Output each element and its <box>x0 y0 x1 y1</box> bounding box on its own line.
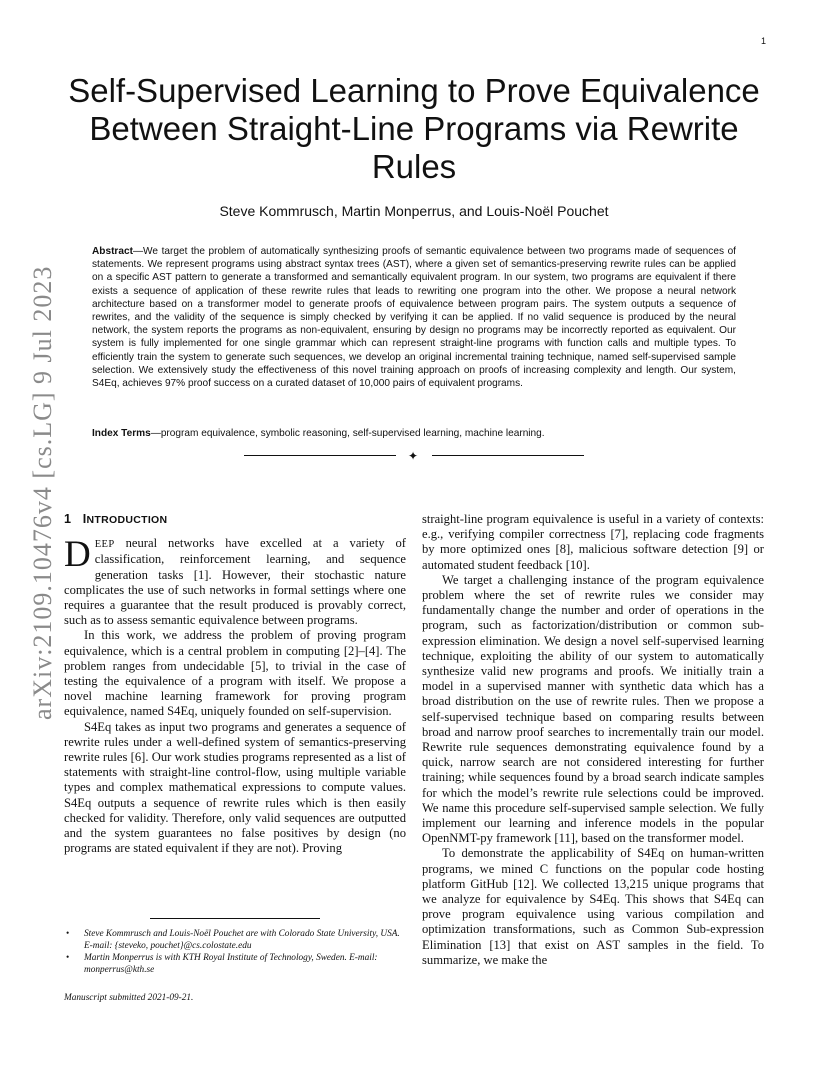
footnotes <box>64 928 406 1004</box>
left-column <box>64 512 406 856</box>
section-heading-introduction <box>64 512 406 528</box>
lead-word: EEP <box>94 539 115 551</box>
intro-paragraph-5: We target a challenging instance of the program equivalence problem where the set of rewrite rules we consider may fundamentally change the number and order of operations in the program, such as factorization/distribution or common sub-expression elimination. We design a novel self-supervised learning technique, exploiting the ability of our system to automatically synthesize valid new programs and proofs. We initially train a model in a supervised manner with synthetic data which has a broad distribution on the use of rewrite rules. Then we propose a self-supervised technique based on comparing results between broad and narrow proof searches to incrementally train our model. Rewrite rule sequences demonstrating equivalence found by a quick, narrow search are not considered interesting for further training; while sequences found by a broad search indicate samples for which the model’s rewrite rule selections could be improved. We name this procedure self-supervised sample selection. We fully implement our learning and inference models in the popular OpenNMT-py framework [11], based on the transformer model. <box>422 572 764 846</box>
section-number: 1 <box>64 512 72 526</box>
manuscript-note: Manuscript submitted 2021-09-21. <box>64 993 194 1003</box>
index-terms <box>92 428 736 439</box>
drop-cap: D <box>64 534 91 576</box>
intro-paragraph-3: S4Eq takes as input two programs and generates a sequence of rewrite rules under a well-defined system of semantics-preserving rewrite rules [6]. Our work studies programs represented as a list of statements with straight-line control-flow, using multiple variable types and complex mathematical expressions to compute values. S4Eq outputs a sequence of rewrite rules which is then easily checked for validity. Therefore, only valid sequences are outputted and the system guarantees no false positives by design (no programs are stated equivalent if they are not). Proving <box>64 719 406 856</box>
footnote-text: Martin Monperrus is with KTH Royal Institute of Technology, Sweden. E-mail: monperrus@kth.se <box>84 953 378 975</box>
section-title-initial: I <box>82 512 87 526</box>
footnote-item <box>64 928 406 952</box>
intro-paragraph-1 <box>64 536 406 628</box>
footnote-item <box>64 952 406 976</box>
intro-paragraph-1-text: neural networks have excelled at a variety of classification, reinforcement learning, and sequence generation tasks [1]. However, their stochastic nature complicates the use of such networks in formal settings where one requires a guarantee that the result produced is provably correct, such as to assess semantic equivalence between programs. <box>64 536 406 628</box>
arxiv-identifier-stamp[interactable]: arXiv:2109.10476v4 [cs.LG] 9 Jul 2023 <box>28 265 57 720</box>
bullet-icon: • <box>66 953 70 963</box>
section-title-rest: NTRODUCTION <box>86 514 168 526</box>
abstract-text: —We target the problem of automatically synthesizing proofs of semantic equivalence between two programs made of sequences of statements. We represent programs using abstract syntax trees (AST), where a given set of semantics-preserving rewrite rules can be applied on a specific AST pattern to generate a transformed and semantically equivalent program. In our system, two programs are equivalent if there exists a sequence of application of these rewrite rules that leads to rewriting one program into the other. We propose a neural network architecture based on a transformer model to generate proofs of equivalence between program pairs. The system outputs a sequence of rewrites, and the validity of the sequence is simply checked by verifying it can be applied. If no valid sequence is produced by the neural network, the system reports the programs as non-equivalent, ensuring by design no programs may be incorrectly reported as equivalent. Our system is fully implemented for one single grammar which can represent straight-line programs with function calls and multiple types. To efficiently train the system to generate such sequences, we develop an original incremental training technique, named self-supervised sample selection. We extensively study the effectiveness of this novel training approach on proofs of increasing complexity and length. Our system, S4Eq, achieves 97% proof success on a curated dataset of 10,000 pairs of equivalent programs. <box>92 246 736 390</box>
divider-diamond-icon: ✦ <box>408 449 419 463</box>
bullet-icon: • <box>66 929 70 939</box>
section-divider <box>244 449 584 463</box>
index-terms-text: —program equivalence, symbolic reasoning, self-supervised learning, machine learning. <box>150 428 545 439</box>
intro-paragraph-6: To demonstrate the applicability of S4Eq on human-written programs, we mined C functions on the popular code hosting platform GitHub [12]. We collected 13,215 unique programs that we analyze for equivalence by S4Eq. This shows that S4Eq can prove program equivalence using various compilation and optimization transformations, such as Common Sub-expression Elimination [13] that exist on AST samples in the field. To summarize, we make the <box>422 846 764 967</box>
abstract-label: Abstract <box>92 246 133 257</box>
footnote-text: Steve Kommrusch and Louis-Noël Pouchet are with Colorado State University, USA. E-mail: {steveko, pouchet}@cs.colostate.edu <box>84 929 400 951</box>
abstract <box>92 245 736 390</box>
right-column <box>422 512 764 968</box>
intro-paragraph-2: In this work, we address the problem of proving program equivalence, which is a central problem in computing [2]–[4]. The problem ranges from undecidable [5], to trivial in the case of testing the equivalence of a program with itself. We propose a novel machine learning framework for proving program equivalence, named S4Eq, uniquely founded on self-supervision. <box>64 628 406 719</box>
index-terms-label: Index Terms <box>92 428 151 439</box>
footnote-rule <box>150 918 320 919</box>
divider-rule-left <box>244 455 396 456</box>
paper-title: Self-Supervised Learning to Prove Equivalence Between Straight-Line Programs via Rewrite Rules <box>68 72 760 185</box>
page-number: 1 <box>760 36 766 46</box>
author-list: Steve Kommrusch, Martin Monperrus, and Louis-Noël Pouchet <box>219 203 609 219</box>
divider-rule-right <box>432 455 584 456</box>
intro-paragraph-4: straight-line program equivalence is useful in a variety of contexts: e.g., verifying compiler correctness [7], replacing code fragments by more optimized ones [8], malicious software detection [9] or automated student feedback [10]. <box>422 512 764 572</box>
